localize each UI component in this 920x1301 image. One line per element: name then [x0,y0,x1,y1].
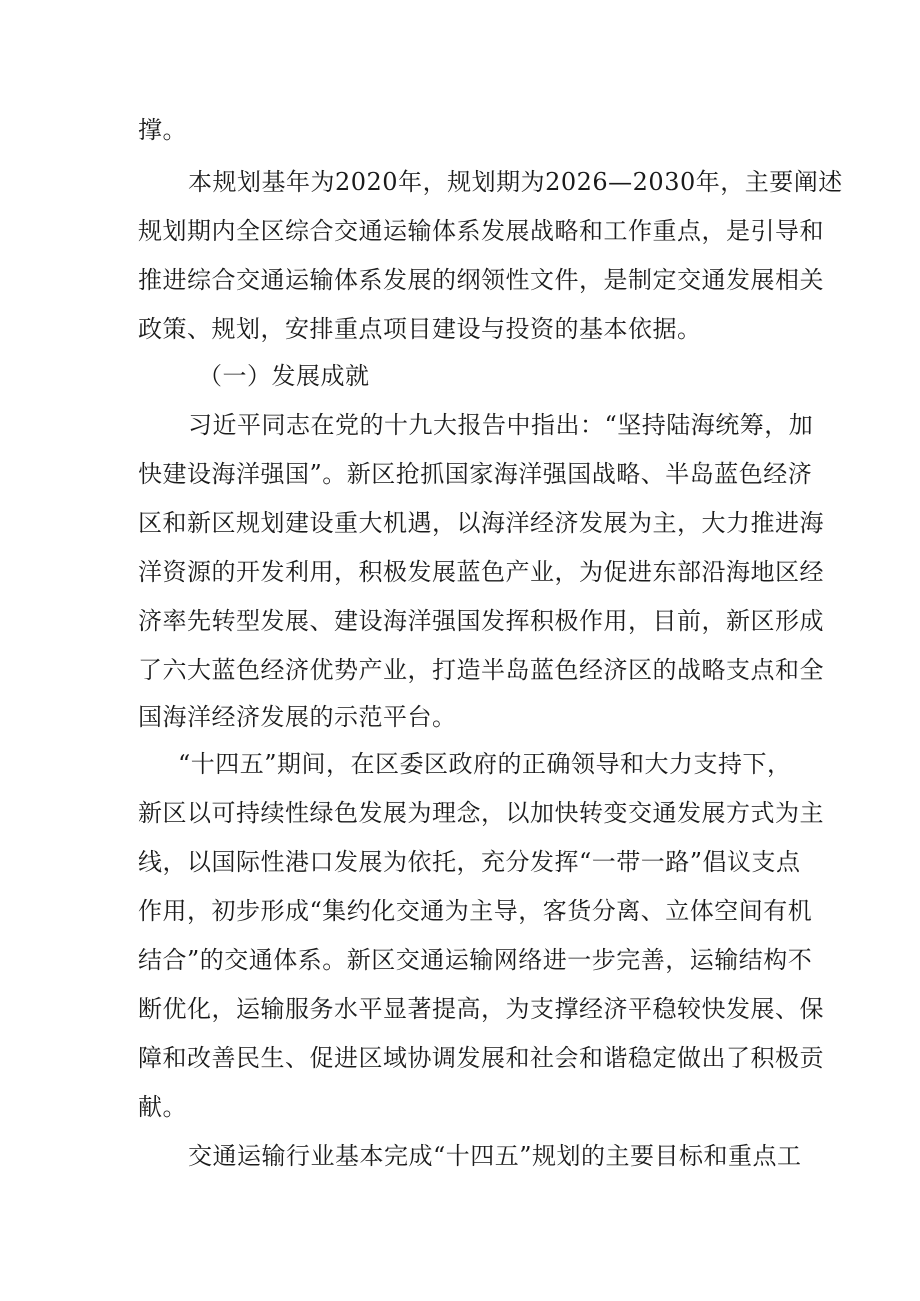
text-line: 国海洋经济发展的示范平台。 [138,703,457,731]
text-line: 交通运输行业基本完成“十四五”规划的主要目标和重点工 [188,1142,802,1170]
text-line: 献。 [138,1093,187,1121]
text-line: 新区以可持续性绿色发展为理念，以加快转变交通发展方式为主 [138,799,824,827]
text-line: “十四五”期间，在区委区政府的正确领导和大力支持下， [178,750,792,778]
text-line: 政策、规划，安排重点项目建设与投资的基本依据。 [138,315,702,343]
text-line: 洋资源的开发利用，积极发展蓝色产业，为促进东部沿海地区经 [138,558,824,586]
text-line: 作用，初步形成“集约化交通为主导，客货分离、立体空间有机 [138,897,813,925]
text-line: 区和新区规划建设重大机遇，以海洋经济发展为主，大力推进海 [138,509,824,537]
text-line: 规划期内全区综合交通运输体系发展战略和工作重点，是引导和 [138,217,824,245]
section-heading: （一）发展成就 [198,362,370,390]
text-line: 济率先转型发展、建设海洋强国发挥积极作用，目前，新区形成 [138,607,824,635]
text-line: 障和改善民生、促进区域协调发展和社会和谐稳定做出了积极贡 [138,1044,824,1072]
text-line: 本规划基年为2020年，规划期为2026—2030年，主要阐述 [188,168,843,196]
text-line: 习近平同志在党的十九大报告中指出：“坚持陆海统筹，加 [188,411,814,439]
text-line: 线，以国际性港口发展为依托，充分发挥“一带一路”倡议支点 [138,848,801,876]
text-line: 推进综合交通运输体系发展的纲领性文件，是制定交通发展相关 [138,266,824,294]
text-line: 断优化，运输服务水平显著提高，为支撑经济平稳较快发展、保 [138,995,824,1023]
text-line: 快建设海洋强国”。新区抢抓国家海洋强国战略、半岛蓝色经济 [138,460,813,488]
text-line: 结合”的交通体系。新区交通运输网络进一步完善，运输结构不 [138,946,813,974]
text-line: 了六大蓝色经济优势产业，打造半岛蓝色经济区的战略支点和全 [138,656,824,684]
text-line: 撑。 [138,116,187,144]
